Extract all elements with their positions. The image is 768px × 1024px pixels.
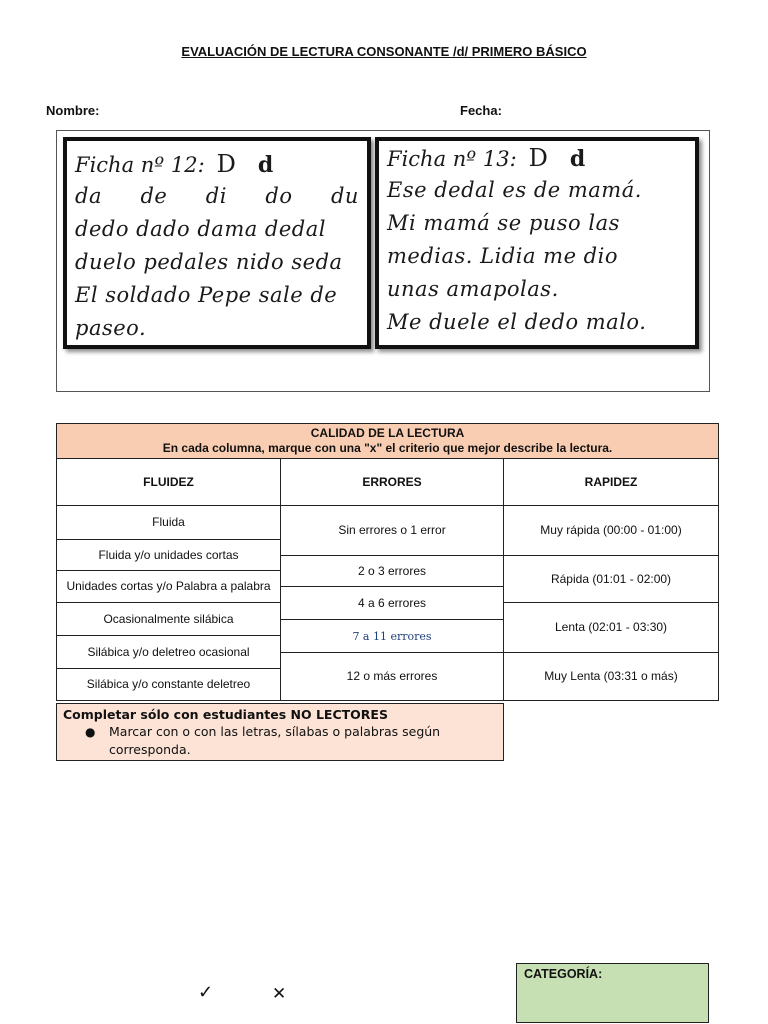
uppercase-letter: D xyxy=(216,150,236,178)
uppercase-letter: D xyxy=(528,144,548,172)
errores-option[interactable]: Sin errores o 1 error xyxy=(281,506,504,556)
rapidez-option[interactable]: Lenta (02:01 - 03:30) xyxy=(504,603,719,653)
syllable: du xyxy=(330,184,359,208)
reading-quality-table xyxy=(56,423,719,701)
cross-icon: ✕ xyxy=(272,984,287,1003)
check-icon: ✓ xyxy=(198,982,214,1002)
card-text-line: Mi mamá se puso las xyxy=(387,211,620,235)
card-heading xyxy=(75,149,365,180)
errores-option[interactable]: 2 o 3 errores xyxy=(281,556,504,587)
name-label: Nombre: xyxy=(46,103,100,118)
fluidez-option[interactable]: Silábica y/o deletreo ocasional xyxy=(57,636,281,669)
no-lectores-title: Completar sólo con estudiantes NO LECTORES xyxy=(63,707,388,722)
card-heading-label: Ficha nº 13: xyxy=(387,147,517,171)
fluidez-option[interactable]: Fluida y/o unidades cortas xyxy=(57,540,281,571)
fluidez-option[interactable]: Silábica y/o constante deletreo xyxy=(57,669,281,701)
reading-card-13 xyxy=(375,137,699,349)
column-header-errores: ERRORES xyxy=(281,459,504,506)
fluidez-option[interactable]: Fluida xyxy=(57,506,281,540)
lowercase-letter: d xyxy=(257,152,274,178)
table-instruction: En cada columna, marque con una "x" el criterio que mejor describe la lectura. xyxy=(162,441,613,455)
document-title: EVALUACIÓN DE LECTURA CONSONANTE /d/ PRIMERO BÁSICO xyxy=(181,44,587,59)
card-text-line: dedo dado dama dedal xyxy=(75,217,326,241)
errores-option[interactable]: 12 o más errores xyxy=(281,653,504,701)
categoria-box[interactable] xyxy=(516,963,709,1023)
syllables-line xyxy=(75,180,365,213)
card-text-line: Ese dedal es de mamá. xyxy=(387,178,642,202)
date-label: Fecha: xyxy=(460,103,502,118)
errores-option[interactable]: 4 a 6 errores xyxy=(281,587,504,620)
rapidez-option[interactable]: Muy rápida (00:00 - 01:00) xyxy=(504,506,719,556)
card-text-line: Me duele el dedo malo. xyxy=(387,310,647,334)
syllable: de xyxy=(140,184,168,208)
card-text-line: paseo. xyxy=(75,316,147,340)
no-lectores-instruction: Marcar con o con las letras, sílabas o palabras según xyxy=(109,724,441,739)
no-lectores-instruction-cont: corresponda. xyxy=(109,742,191,757)
categoria-label: CATEGORÍA: xyxy=(524,967,603,981)
reading-cards-image xyxy=(56,130,710,392)
card-heading xyxy=(387,143,693,174)
column-header-fluidez: FLUIDEZ xyxy=(57,459,281,506)
table-title: CALIDAD DE LA LECTURA xyxy=(310,426,465,440)
bullet-icon: ● xyxy=(85,725,96,739)
fluidez-option[interactable]: Ocasionalmente silábica xyxy=(57,603,281,636)
card-text-line: duelo pedales nido seda xyxy=(75,250,343,274)
syllable: da xyxy=(75,184,102,208)
syllable: di xyxy=(205,184,227,208)
card-heading-label: Ficha nº 12: xyxy=(75,153,205,177)
fluidez-option[interactable]: Unidades cortas y/o Palabra a palabra xyxy=(57,571,281,603)
reading-card-12 xyxy=(63,137,371,349)
errores-option[interactable]: 7 a 11 errores xyxy=(281,620,504,653)
rapidez-option[interactable]: Rápida (01:01 - 02:00) xyxy=(504,556,719,603)
lowercase-letter: d xyxy=(569,146,586,172)
rapidez-option[interactable]: Muy Lenta (03:31 o más) xyxy=(504,653,719,701)
syllable: do xyxy=(265,184,293,208)
card-text-line: medias. Lidia me dio xyxy=(387,244,618,268)
column-header-rapidez: RAPIDEZ xyxy=(504,459,719,506)
card-text-line: unas amapolas. xyxy=(387,277,559,301)
card-text-line: El soldado Pepe sale de xyxy=(75,283,338,307)
table-header xyxy=(57,424,719,459)
no-lectores-box xyxy=(56,703,504,761)
